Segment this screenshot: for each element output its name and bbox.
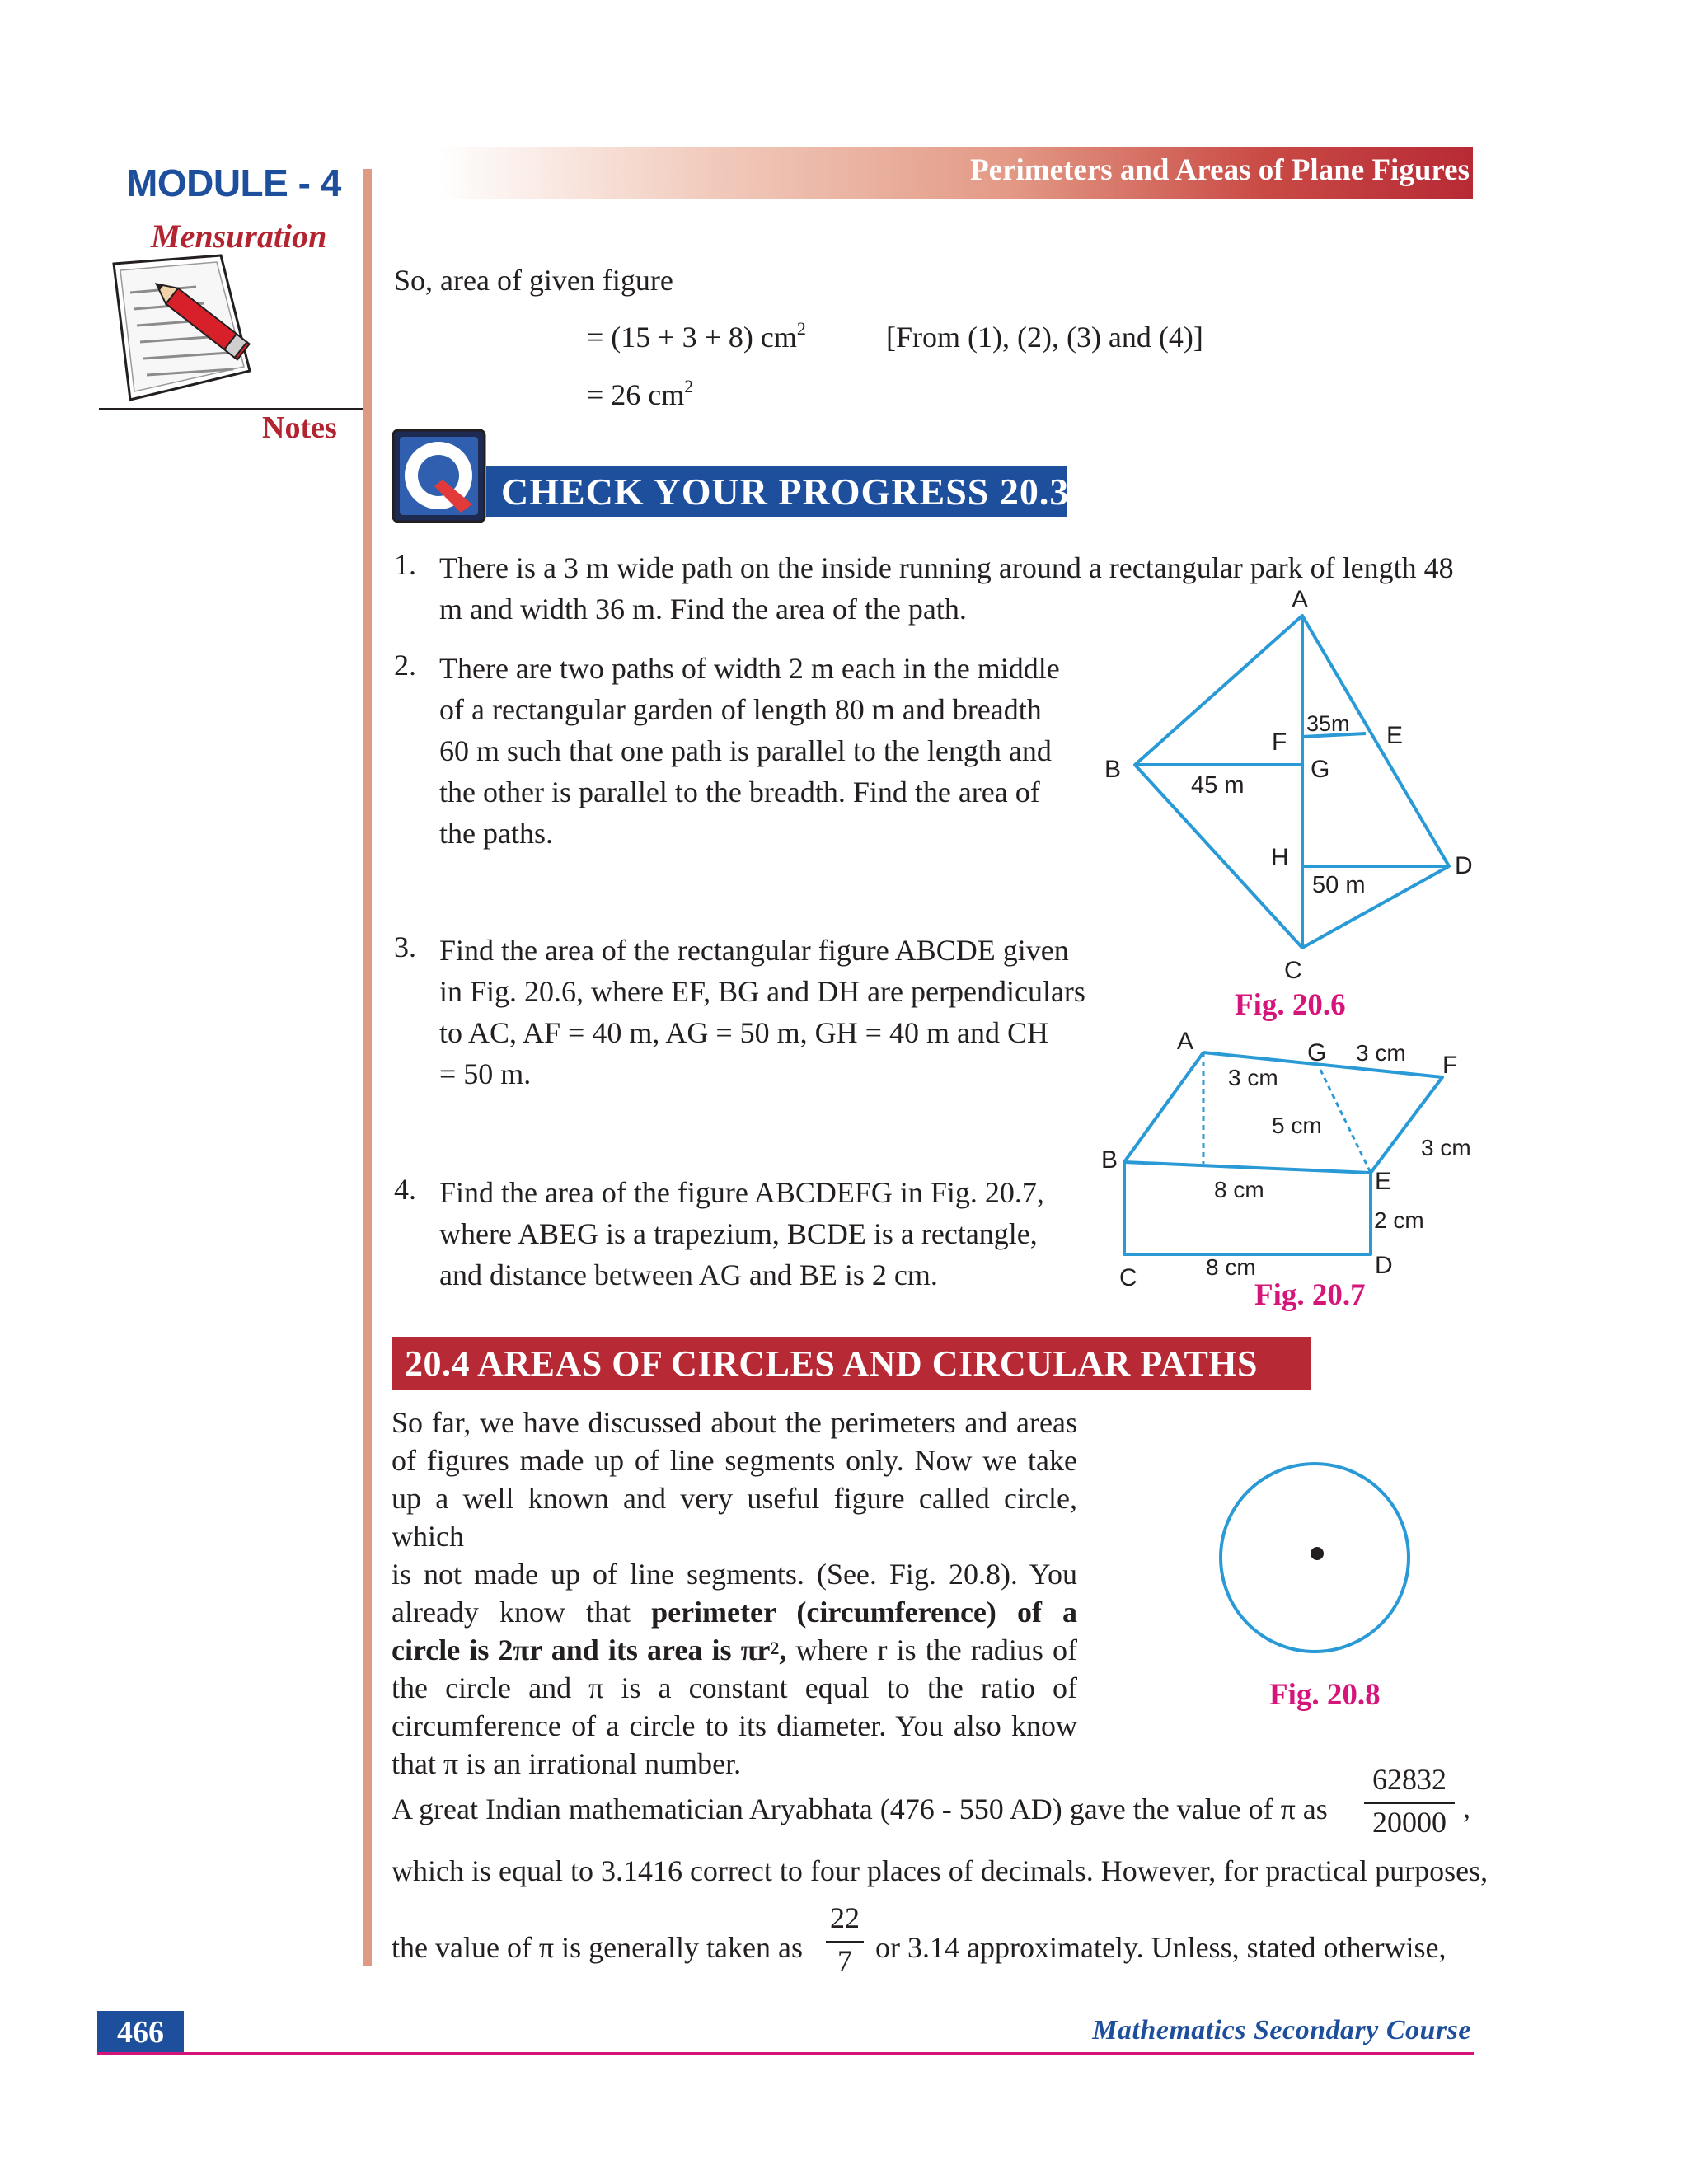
para-text: where r is the radius of bbox=[786, 1633, 1077, 1666]
fraction-denominator-1: 20000 bbox=[1372, 1806, 1447, 1839]
question-3-line: to AC, AF = 40 m, AG = 50 m, GH = 40 m and CH bbox=[439, 1016, 1048, 1049]
question-1-number: 1. bbox=[394, 548, 416, 581]
para-bold-text: circle is 2πr and its area is πr bbox=[392, 1633, 771, 1666]
fraction-bar-1 bbox=[1364, 1802, 1455, 1804]
fig206-label-e: E bbox=[1386, 722, 1404, 749]
para-line-bold-2 bbox=[392, 1631, 1077, 1669]
question-1-line: m and width 36 m. Find the area of the path. bbox=[439, 593, 967, 626]
fig207-label-c: C bbox=[1119, 1264, 1137, 1291]
question-4-number: 4. bbox=[394, 1173, 416, 1206]
check-progress-band bbox=[486, 466, 1070, 517]
fig208-center-dot bbox=[1311, 1547, 1324, 1560]
fig206-label-a: A bbox=[1292, 586, 1309, 613]
fraction-denominator-2: 7 bbox=[837, 1944, 852, 1977]
para-line: So far, we have discussed about the perimeters and areas bbox=[392, 1406, 1077, 1439]
question-4-line: where ABEG is a trapezium, BCDE is a rectangle, bbox=[439, 1217, 1038, 1250]
fig206-label-b: B bbox=[1104, 756, 1122, 783]
fig206-outline bbox=[1135, 616, 1449, 948]
question-4-line: Find the area of the figure ABCDEFG in Fig. 20.7, bbox=[439, 1176, 1044, 1209]
para-bold-text: perimeter (circumference) of a bbox=[651, 1596, 1077, 1629]
page-number-box bbox=[97, 2011, 184, 2054]
figure-20-6 bbox=[1088, 577, 1500, 1022]
fig207-measure-cd: 8 cm bbox=[1206, 1254, 1256, 1280]
question-2-line: 60 m such that one path is parallel to the length and bbox=[439, 734, 1052, 767]
decimal-line: which is equal to 3.1416 correct to four places of decimals. However, for practical purposes, bbox=[392, 1854, 1489, 1887]
intro-equation-1-ref: [From (1), (2), (3) and (4)] bbox=[886, 321, 1203, 354]
eq2-exponent: 2 bbox=[684, 376, 694, 396]
page-number: 466 bbox=[117, 2015, 164, 2050]
fig207-label-g: G bbox=[1307, 1039, 1327, 1066]
question-2-line: of a rectangular garden of length 80 m and breadth bbox=[439, 693, 1042, 726]
question-2-line: There are two paths of width 2 m each in the middle bbox=[439, 652, 1060, 685]
eq1-exponent: 2 bbox=[796, 318, 806, 339]
figure-20-8-caption: Fig. 20.8 bbox=[1269, 1678, 1381, 1712]
check-progress-q-icon bbox=[392, 429, 486, 523]
section-paragraph bbox=[392, 1404, 1077, 1783]
question-4-line: and distance between AG and BE is 2 cm. bbox=[439, 1258, 938, 1291]
fig207-measure-be: 8 cm bbox=[1214, 1177, 1264, 1202]
fraction-bar-2 bbox=[826, 1941, 864, 1943]
figure-20-8 bbox=[1212, 1455, 1418, 1661]
question-2-line: the other is parallel to the breadth. Find the area of bbox=[439, 776, 1040, 808]
para-line: the circle and π is a constant equal to the ratio of bbox=[392, 1671, 1077, 1704]
section-title: 20.4 AREAS OF CIRCLES AND CIRCULAR PATHS bbox=[405, 1343, 1258, 1384]
intro-line: So, area of given figure bbox=[394, 264, 673, 297]
eq2-text: = 26 cm bbox=[587, 378, 685, 411]
module-subject: Mensuration bbox=[151, 218, 327, 255]
question-3-line: in Fig. 20.6, where EF, BG and DH are perpendiculars bbox=[439, 975, 1085, 1008]
question-2-line: the paths. bbox=[439, 817, 553, 850]
margin-bar bbox=[363, 169, 372, 1966]
para-line-bold bbox=[392, 1593, 1077, 1631]
fig206-label-g: G bbox=[1311, 756, 1330, 783]
fig207-measure-fe: 3 cm bbox=[1421, 1135, 1471, 1160]
fraction-numerator-2: 22 bbox=[830, 1901, 860, 1934]
fig206-label-h: H bbox=[1271, 844, 1289, 871]
footer-rule bbox=[97, 2052, 1474, 2055]
fig206-measure-hd: 50 m bbox=[1312, 872, 1366, 898]
pi-approx-line-start: the value of π is generally taken as bbox=[392, 1931, 803, 1964]
para-text: already know that bbox=[392, 1596, 652, 1629]
question-3-line: = 50 m. bbox=[439, 1057, 532, 1090]
figure-20-7 bbox=[1088, 1022, 1500, 1294]
para-exponent: 2 bbox=[770, 1638, 780, 1658]
fig207-label-b: B bbox=[1101, 1146, 1118, 1174]
chapter-title: Perimeters and Areas of Plane Figures bbox=[970, 153, 1470, 187]
check-progress-title: CHECK YOUR PROGRESS 20.3 bbox=[501, 471, 1070, 513]
para-line: of figures made up of line segments only. Now we take bbox=[392, 1444, 1077, 1477]
figure-20-6-caption: Fig. 20.6 bbox=[1235, 988, 1346, 1022]
fig206-label-d: D bbox=[1455, 852, 1473, 879]
para-comma: , bbox=[779, 1633, 787, 1666]
para-line: that π is an irrational number. bbox=[392, 1747, 742, 1780]
figure-20-7-caption: Fig. 20.7 bbox=[1254, 1278, 1366, 1312]
fig206-label-c: C bbox=[1284, 957, 1302, 984]
fig206-measure-fe: 35m bbox=[1306, 711, 1350, 736]
footer-course-title: Mathematics Secondary Course bbox=[1092, 2015, 1471, 2046]
fig207-label-e: E bbox=[1375, 1168, 1392, 1195]
question-1-line: There is a 3 m wide path on the inside running around a rectangular park of length 48 bbox=[439, 551, 1454, 584]
fig207-measure-ag: 3 cm bbox=[1228, 1065, 1278, 1090]
fig207-label-f: F bbox=[1442, 1052, 1458, 1079]
para-line: is not made up of line segments. (See. Fig. 20.8). You bbox=[392, 1558, 1077, 1591]
pi-approx-line-end: or 3.14 approximately. Unless, stated otherwise, bbox=[875, 1931, 1447, 1964]
fig206-measure-bg: 45 m bbox=[1191, 772, 1245, 799]
chapter-header-band bbox=[437, 147, 1473, 199]
fig207-measure-ed: 2 cm bbox=[1374, 1207, 1424, 1233]
para-line: up a well known and very useful figure called circle, which bbox=[392, 1482, 1077, 1553]
intro-equation-1 bbox=[587, 320, 806, 354]
fig207-segment-ge bbox=[1320, 1070, 1371, 1173]
fig206-label-f: F bbox=[1272, 729, 1287, 756]
fraction-numerator-1: 62832 bbox=[1372, 1763, 1447, 1796]
aryabhata-line: A great Indian mathematician Aryabhata (476 - 550 AD) gave the value of π as bbox=[392, 1793, 1328, 1825]
fig207-segment-be bbox=[1124, 1162, 1371, 1173]
notes-label: Notes bbox=[262, 410, 337, 445]
eq1-text: = (15 + 3 + 8) cm bbox=[587, 321, 797, 354]
fig207-label-d: D bbox=[1375, 1252, 1393, 1279]
fig207-measure-ge: 5 cm bbox=[1272, 1113, 1322, 1138]
question-3-line: Find the area of the rectangular figure ABCDE given bbox=[439, 934, 1069, 967]
section-band bbox=[392, 1337, 1311, 1390]
para-line: circumference of a circle to its diameter. You also know bbox=[392, 1709, 1077, 1742]
question-3-number: 3. bbox=[394, 930, 416, 963]
notes-pencil-icon bbox=[97, 247, 270, 408]
module-title: MODULE - 4 bbox=[126, 162, 341, 204]
question-2-number: 2. bbox=[394, 649, 416, 682]
fraction-1-comma: , bbox=[1463, 1791, 1470, 1824]
intro-equation-2 bbox=[587, 377, 693, 412]
fig207-label-a: A bbox=[1177, 1028, 1194, 1055]
fig207-measure-gf: 3 cm bbox=[1356, 1040, 1406, 1066]
